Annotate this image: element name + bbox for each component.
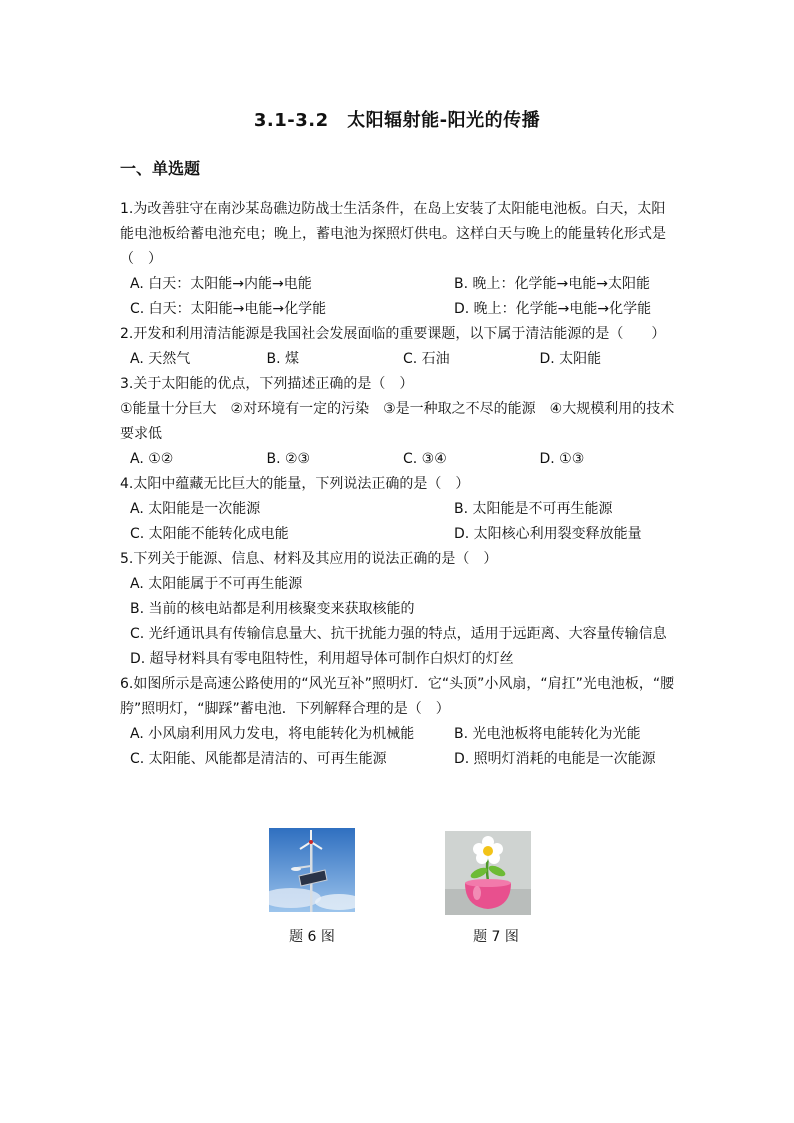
question-6 [120,672,676,772]
option-b: B. 当前的核电站都是利用核聚变来获取核能的 [130,601,415,617]
option-c: C. 光纤通讯具有传输信息量大、抗干扰能力强的特点，适用于远距离、大容量传输信息 [130,626,667,642]
question-1 [120,197,676,322]
option-c: C. ③④ [403,451,447,467]
option-a: A. 白天：太阳能→内能→电能 [130,276,312,292]
question-stem: 5.下列关于能源、信息、材料及其应用的说法正确的是（ ） [120,551,498,567]
option-row [120,722,676,747]
question-4 [120,472,676,547]
wind-solar-streetlight-image [269,828,355,912]
option-d: D. 超导材料具有零电阻特性，利用超导体可制作白炽灯的灯丝 [130,651,514,667]
option-d: D. ①③ [539,451,585,467]
figure-6-caption: 题 6 图 [289,929,335,945]
question-5 [120,547,676,672]
option-b: B. ②③ [266,451,311,467]
option-row [120,522,676,547]
question-stem: 2.开发和利用清洁能源是我国社会发展面临的重要课题，以下属于清洁能源的是（ ） [120,326,666,342]
option-d: D. 晚上：化学能→电能→化学能 [454,301,652,317]
figure-7-caption: 题 7 图 [473,929,519,945]
question-stem: 3.关于太阳能的优点，下列描述正确的是（ ） [120,376,414,392]
question-stem: 4.太阳中蕴藏无比巨大的能量，下列说法正确的是（ ） [120,476,470,492]
option-a: A. 天然气 [130,351,191,367]
option-c: C. 太阳能不能转化成电能 [130,526,289,542]
option-row [120,447,676,472]
question-stem: 1.为改善驻守在南沙某岛礁边防战士生活条件，在岛上安装了太阳能电池板。白天，太阳能电池板给蓄电池充电；晚上，蓄电池为探照灯供电。这样白天与晚上的能量转化形式是（ ） [120,201,666,267]
option-c: C. 太阳能、风能都是清洁的、可再生能源 [130,751,387,767]
option-b: B. 太阳能是不可再生能源 [454,501,613,517]
option-c: C. 白天：太阳能→电能→化学能 [130,301,327,317]
option-b: B. 光电池板将电能转化为光能 [454,726,641,742]
option-c: C. 石油 [403,351,450,367]
question-stem: 6.如图所示是高速公路使用的“风光互补”照明灯．它“头顶”小风扇，“肩扛”光电池板，“腰胯”照明灯，“脚踩”蓄电池．下列解释合理的是（ ） [120,676,675,717]
flower-pot-toy-image [445,831,531,915]
option-a: A. 太阳能属于不可再生能源 [130,576,303,592]
option-row [120,297,676,322]
option-d: D. 太阳核心利用裂变释放能量 [454,526,642,542]
figure-area [268,828,568,958]
option-a: A. 小风扇利用风力发电，将电能转化为机械能 [130,726,415,742]
option-row [120,347,676,372]
page-title: 3.1-3.2 太阳辐射能-阳光的传播 [253,110,541,131]
option-row [120,747,676,772]
question-list [120,197,676,772]
option-d: D. 太阳能 [539,351,602,367]
question-items: ①能量十分巨大 ②对环境有一定的污染 ③是一种取之不尽的能源 ④大规模利用的技术要求低 [120,401,675,442]
option-a: A. 太阳能是一次能源 [130,501,261,517]
question-2 [120,322,676,372]
option-d: D. 照明灯消耗的电能是一次能源 [454,751,656,767]
question-3 [120,372,676,472]
option-row [120,497,676,522]
section-heading: 一、单选题 [120,159,201,178]
option-a: A. ①② [130,451,174,467]
option-b: B. 晚上：化学能→电能→太阳能 [454,276,650,292]
option-b: B. 煤 [266,351,300,367]
option-row [120,272,676,297]
